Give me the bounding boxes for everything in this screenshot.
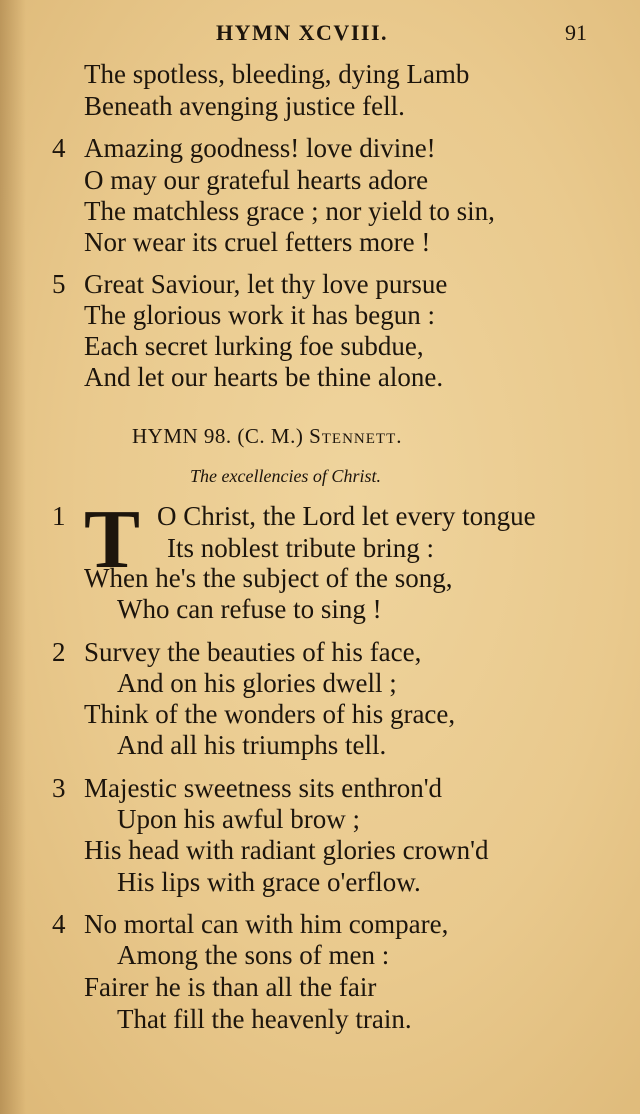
verse-line: The matchless grace ; nor yield to sin, [84, 196, 495, 226]
stanza-number: 3 [52, 773, 66, 803]
verse-line: And let our hearts be thine alone. [84, 362, 444, 392]
verse-line: His lips with grace o'erflow. [117, 867, 421, 897]
verse-line: O Christ, the Lord let every tongue [157, 501, 536, 531]
stanza-number: 1 [52, 501, 66, 531]
verse-line: Majestic sweetness sits enthron'd [84, 773, 443, 803]
verse-line: That fill the heavenly train. [117, 1004, 412, 1034]
verse-line: Its noblest tribute bring : [167, 533, 434, 563]
stanza-number: 4 [52, 133, 66, 163]
verse-line: His head with radiant glories crown'd [84, 835, 489, 865]
verse-line: Fairer he is than all the fair [84, 972, 377, 1002]
drop-cap: T [84, 493, 141, 586]
verse-line: Amazing goodness! love divine! [84, 133, 436, 163]
running-title: HYMN XCVIII. [216, 20, 388, 45]
verse-line: Think of the wonders of his grace, [84, 699, 456, 729]
verse-line: The spotless, bleeding, dying Lamb [84, 59, 470, 89]
hymn-author: Stennett. [309, 424, 403, 448]
hymn-heading [132, 424, 403, 449]
verse-line: Beneath avenging justice fell. [84, 91, 405, 121]
verse-line: Who can refuse to sing ! [117, 594, 382, 624]
stanza-number: 4 [52, 909, 66, 939]
verse-line: Great Saviour, let thy love pursue [84, 269, 448, 299]
verse-line: And on his glories dwell ; [117, 668, 397, 698]
verse-line: Nor wear its cruel fetters more ! [84, 227, 431, 257]
verse-line: No mortal can with him compare, [84, 909, 449, 939]
verse-line: O may our grateful hearts adore [84, 165, 429, 195]
verse-line: Among the sons of men : [117, 940, 390, 970]
verse-line: And all his triumphs tell. [117, 730, 387, 760]
verse-line: The glorious work it has begun : [84, 300, 435, 330]
binding-shadow [0, 0, 26, 1114]
verse-line: Each secret lurking foe subdue, [84, 331, 424, 361]
hymn-subtitle: The excellencies of Christ. [190, 466, 381, 486]
verse-line: When he's the subject of the song, [84, 563, 453, 593]
stanza-number: 5 [52, 269, 66, 299]
page-number: 91 [565, 20, 587, 45]
stanza-number: 2 [52, 637, 66, 667]
verse-line: Upon his awful brow ; [117, 804, 360, 834]
hymn-number-meter: HYMN 98. (C. M.) [132, 424, 304, 448]
running-head [0, 16, 640, 50]
verse-line: Survey the beauties of his face, [84, 637, 422, 667]
